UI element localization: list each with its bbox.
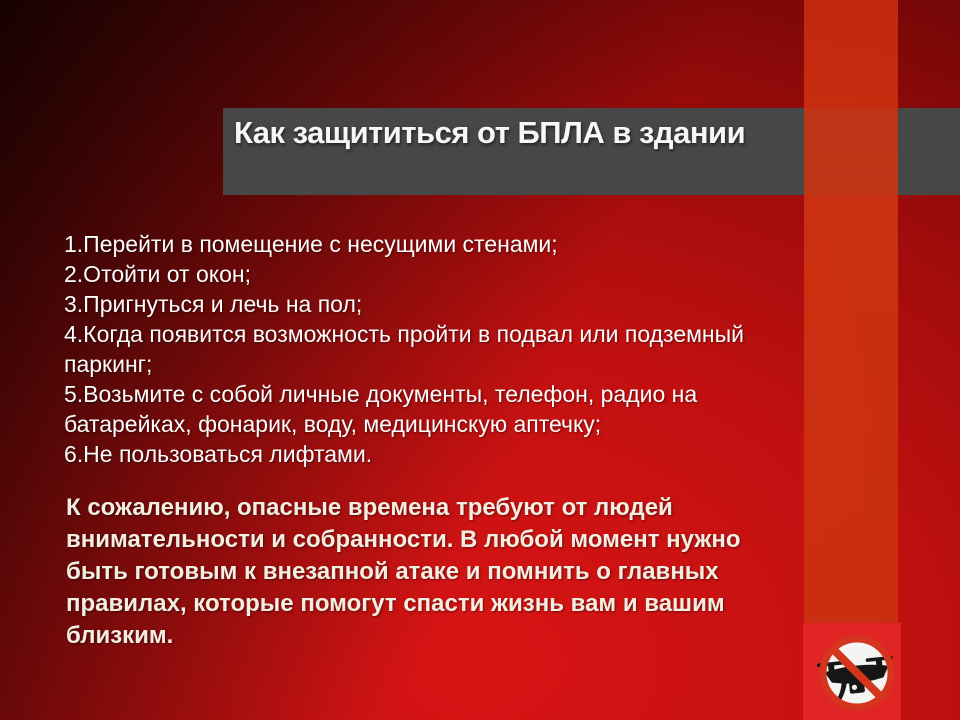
slide-title: Как защититься от БПЛА в здании [234, 115, 746, 150]
no-drone-badge [803, 623, 901, 720]
no-drone-icon [803, 623, 901, 720]
rule-item-5: 5.Возьмите с собой личные документы, телефон, радио на батарейках, фонарик, воду, медицинскую аптечку; [64, 381, 698, 437]
rule-item-2: 2.Отойти от окон; [64, 261, 251, 287]
rule-item-3: 3.Пригнуться и лечь на пол; [64, 291, 363, 317]
rules-list [64, 229, 788, 469]
rule-item-4: 4.Когда появится возможность пройти в подвал или подземный паркинг; [64, 321, 745, 377]
rule-item-6: 6.Не пользоваться лифтами. [64, 441, 373, 467]
accent-stripe [804, 0, 898, 720]
rule-item-1: 1.Перейти в помещение с несущими стенами; [64, 231, 558, 257]
warning-paragraph: К сожалению, опасные времена требуют от людей внимательности и собранности. В любой момент нужно быть готовым к внезапной атаке и помнить о главных правилах, которые помогут спасти жизнь вам и вашим близким. [66, 494, 741, 649]
